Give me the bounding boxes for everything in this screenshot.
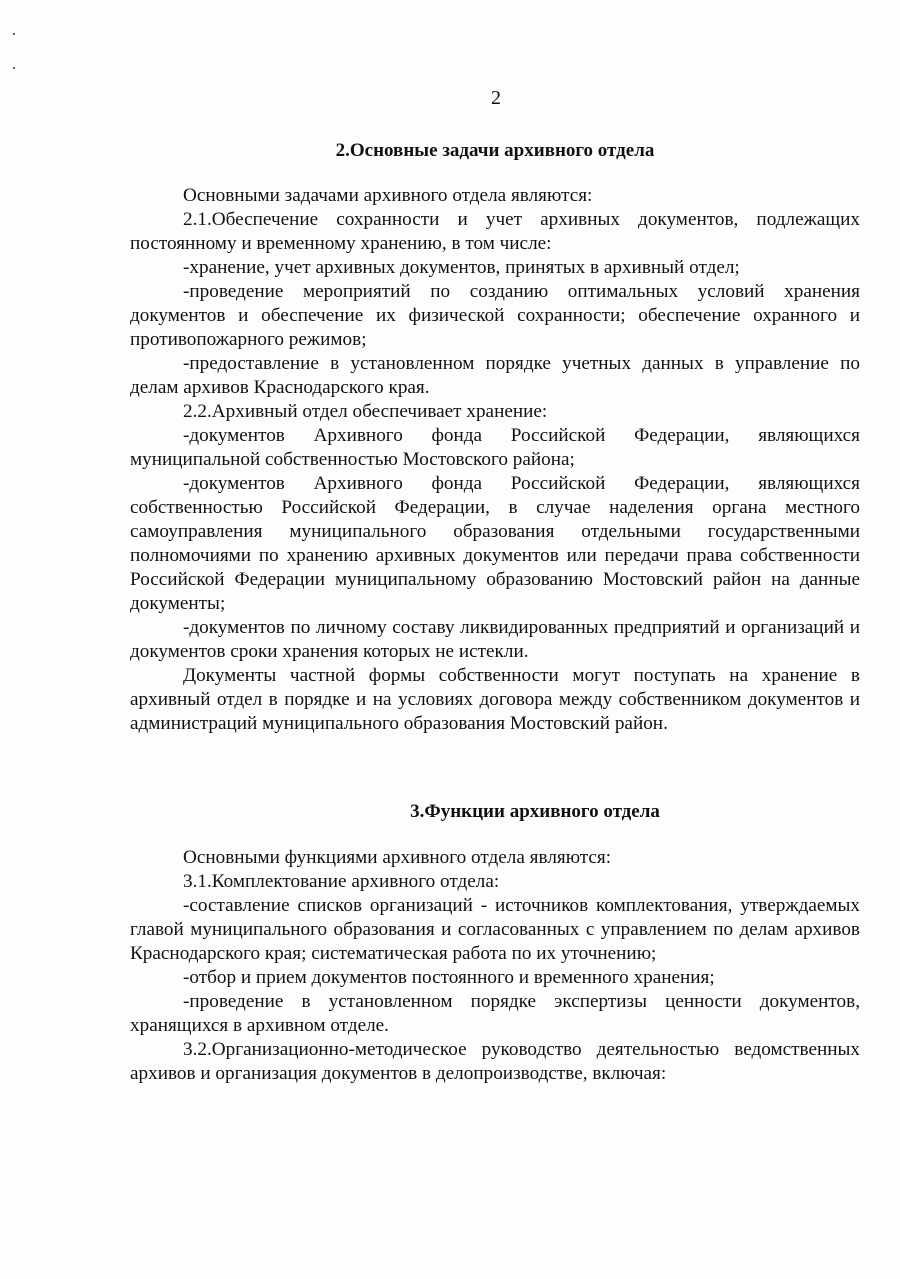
- paragraph: Основными задачами архивного отдела являются:: [183, 185, 593, 206]
- section-2-body: [130, 184, 860, 736]
- paragraph: 3.1.Комплектование архивного отдела:: [183, 871, 500, 892]
- paragraph: Документы частной формы собственности могут поступать на хранение в архивный отдел в порядке и на условиях договора между собственником документов и администраций муниципального образования Мостовский район.: [130, 665, 860, 734]
- paragraph: -документов Архивного фонда Российской Федерации, являющихся собственностью Российской Федерации, в случае наделения органа местного самоуправления муниципального образования отдельными государственными полномочиями по хранению архивных документов или передачи права собственности Российской Федерации муниципальному образованию Мостовский район на данные документы;: [130, 473, 860, 614]
- scan-speck: [13, 33, 15, 35]
- page-number: 2: [491, 87, 501, 109]
- paragraph: -проведение мероприятий по созданию оптимальных условий хранения документов и обеспечение их физической сохранности; обеспечение охранного и противопожарного режимов;: [130, 281, 860, 350]
- paragraph: -документов Архивного фонда Российской Федерации, являющихся муниципальной собственностью Мостовского района;: [130, 425, 860, 470]
- paragraph: Основными функциями архивного отдела являются:: [183, 847, 612, 868]
- paragraph: -хранение, учет архивных документов, принятых в архивный отдел;: [183, 257, 740, 278]
- section-2-heading: 2.Основные задачи архивного отдела: [335, 140, 655, 161]
- paragraph: 2.1.Обеспечение сохранности и учет архивных документов, подлежащих постоянному и временному хранению, в том числе:: [130, 209, 860, 254]
- section-3-body: [130, 846, 860, 1086]
- paragraph: -предоставление в установленном порядке учетных данных в управление по делам архивов Краснодарского края.: [130, 353, 860, 398]
- paragraph: 3.2.Организационно-методическое руководство деятельностью ведомственных архивов и организация документов в делопроизводстве, включая:: [130, 1039, 860, 1084]
- section-3-heading: 3.Функции архивного отдела: [410, 801, 660, 822]
- paragraph: -проведение в установленном порядке экспертизы ценности документов, хранящихся в архивном отделе.: [130, 991, 860, 1036]
- paragraph: -отбор и прием документов постоянного и временного хранения;: [183, 967, 715, 988]
- paragraph: -документов по личному составу ликвидированных предприятий и организаций и документов сроки хранения которых не истекли.: [130, 617, 860, 662]
- scan-speck: [13, 67, 15, 69]
- paragraph: -составление списков организаций - источников комплектования, утверждаемых главой муниципального образования и согласованных с управлением по делам архивов Краснодарского края; систематическая работа по их уточнению;: [130, 895, 860, 964]
- paragraph: 2.2.Архивный отдел обеспечивает хранение:: [183, 401, 548, 422]
